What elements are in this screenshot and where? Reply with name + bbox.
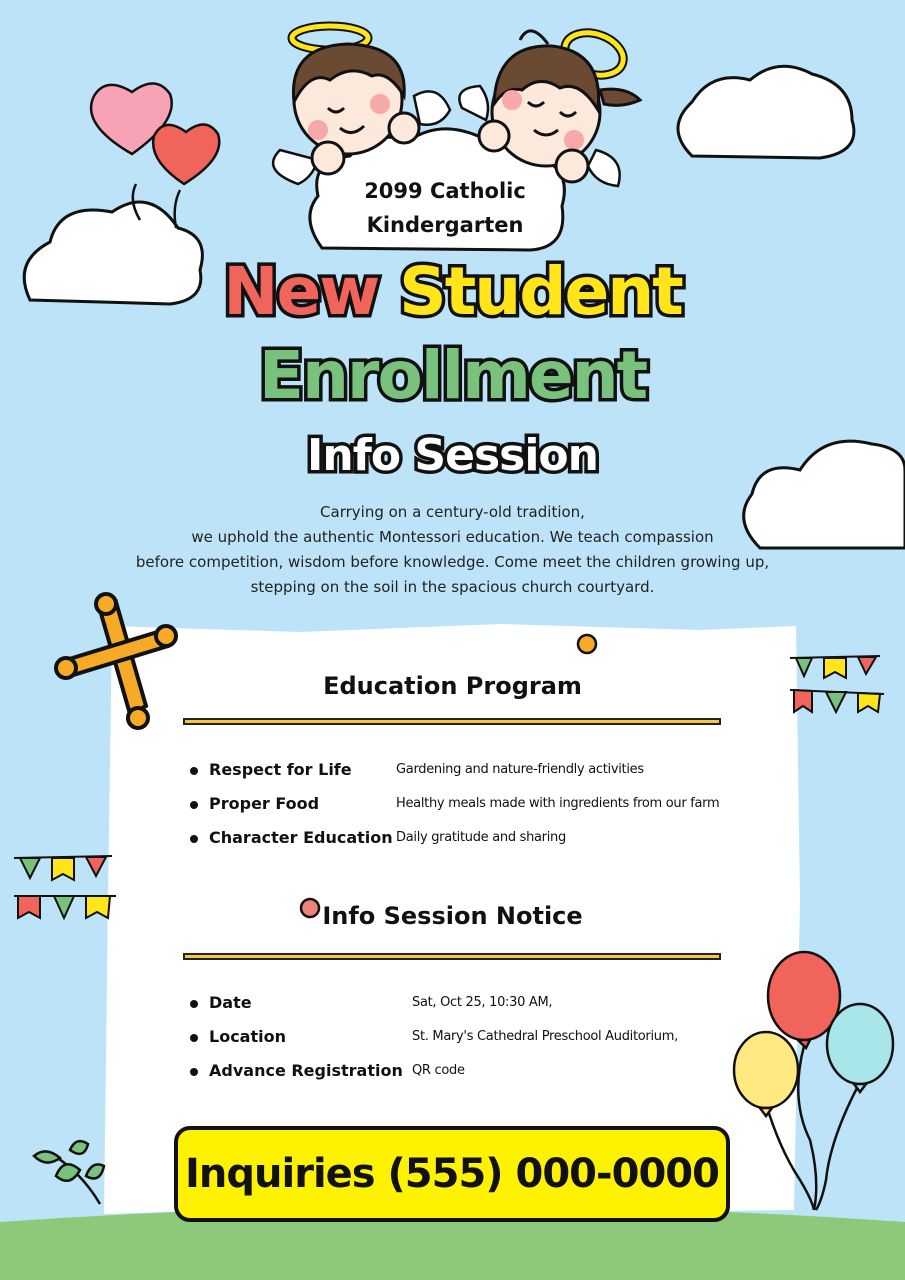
list-item (190, 756, 750, 790)
title-word-student: Student (399, 253, 682, 330)
school-name (345, 174, 545, 242)
item-description: Sat, Oct 25, 10:30 AM, (412, 995, 553, 1010)
item-description: St. Mary's Cathedral Preschool Auditorium, (412, 1029, 678, 1044)
intro-line: stepping on the soil in the spacious church courtyard. (250, 578, 655, 596)
bullet-icon (190, 1000, 198, 1008)
bullet-icon (190, 835, 198, 843)
list-item (190, 1057, 750, 1091)
item-description: Healthy meals made with ingredients from our farm (396, 796, 720, 811)
list-item (190, 1023, 750, 1057)
cloud-icon (678, 66, 854, 158)
bullet-icon (190, 1068, 198, 1076)
item-label: Date (209, 993, 252, 1012)
item-label: Character Education (209, 828, 393, 847)
title-line1 (0, 252, 905, 332)
item-label: Respect for Life (209, 760, 352, 779)
bunting-flags-icon (14, 856, 116, 918)
item-label: Location (209, 1027, 286, 1046)
list-item (190, 790, 750, 824)
info-session-title: Info Session Notice (322, 902, 583, 930)
intro-line: Carrying on a century-old tradition, (320, 503, 585, 521)
bullet-icon (190, 767, 198, 775)
intro-line: we uphold the authentic Montessori education. We teach compassion (191, 528, 714, 546)
item-label: Advance Registration (209, 1061, 403, 1080)
intro-paragraph (100, 500, 805, 600)
inquiries-banner: Inquiries (555) 000-0000 (174, 1126, 730, 1222)
school-name-line1: 2099 Catholic (364, 179, 526, 203)
item-description: Gardening and nature-friendly activities (396, 762, 644, 777)
title-word-new: New (223, 253, 379, 330)
bunting-flags-icon (790, 656, 884, 712)
title-line3: Info Session (307, 430, 598, 481)
item-label: Proper Food (209, 794, 320, 813)
school-name-line2: Kindergarten (366, 213, 524, 237)
leaf-branch-icon (34, 1141, 104, 1204)
list-item (190, 824, 750, 858)
education-program-title: Education Program (323, 672, 582, 700)
item-description: QR code (412, 1063, 465, 1078)
section-divider (183, 718, 721, 725)
bullet-icon (190, 1034, 198, 1042)
section-divider (183, 953, 721, 960)
title-line2: Enrollment (258, 337, 647, 414)
intro-line: before competition, wisdom before knowledge. Come meet the children growing up, (135, 553, 770, 571)
dot-decoration (578, 635, 596, 653)
list-item (190, 989, 750, 1023)
item-description: Daily gratitude and sharing (396, 830, 566, 845)
bullet-icon (190, 801, 198, 809)
